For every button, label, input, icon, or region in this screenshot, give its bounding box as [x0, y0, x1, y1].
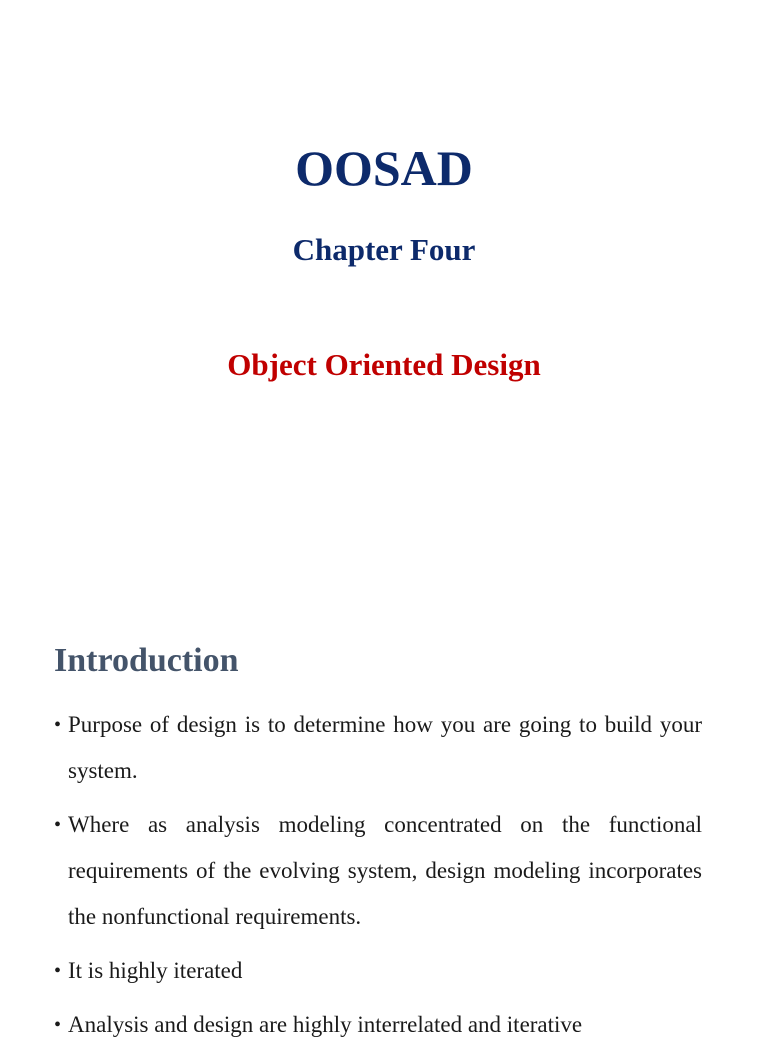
bullet-text: Where as analysis modeling concentrated on the functional requirements of the evolving system, design modeling incorporates the nonfunctional requirements. [68, 812, 702, 929]
bullet-icon: • [54, 960, 62, 982]
chapter-label: Chapter Four [292, 232, 476, 267]
presentation-title: OOSAD [295, 140, 473, 196]
bullet-text: Purpose of design is to determine how you are going to build your system. [68, 712, 702, 783]
bullet-list [54, 702, 702, 1056]
bullet-icon: • [54, 814, 62, 836]
list-item [54, 802, 702, 940]
introduction-slide [0, 620, 768, 1037]
chapter-subtitle: Object Oriented Design [227, 347, 541, 382]
bullet-text: Analysis and design are highly interrelated and iterative [68, 1012, 583, 1037]
list-item [54, 948, 702, 994]
slide-heading: Introduction [54, 642, 239, 679]
bullet-icon: • [54, 714, 62, 736]
list-item [54, 1002, 702, 1048]
bullet-text: It is highly iterated [68, 958, 243, 983]
bullet-icon: • [54, 1014, 62, 1036]
list-item [54, 702, 702, 794]
